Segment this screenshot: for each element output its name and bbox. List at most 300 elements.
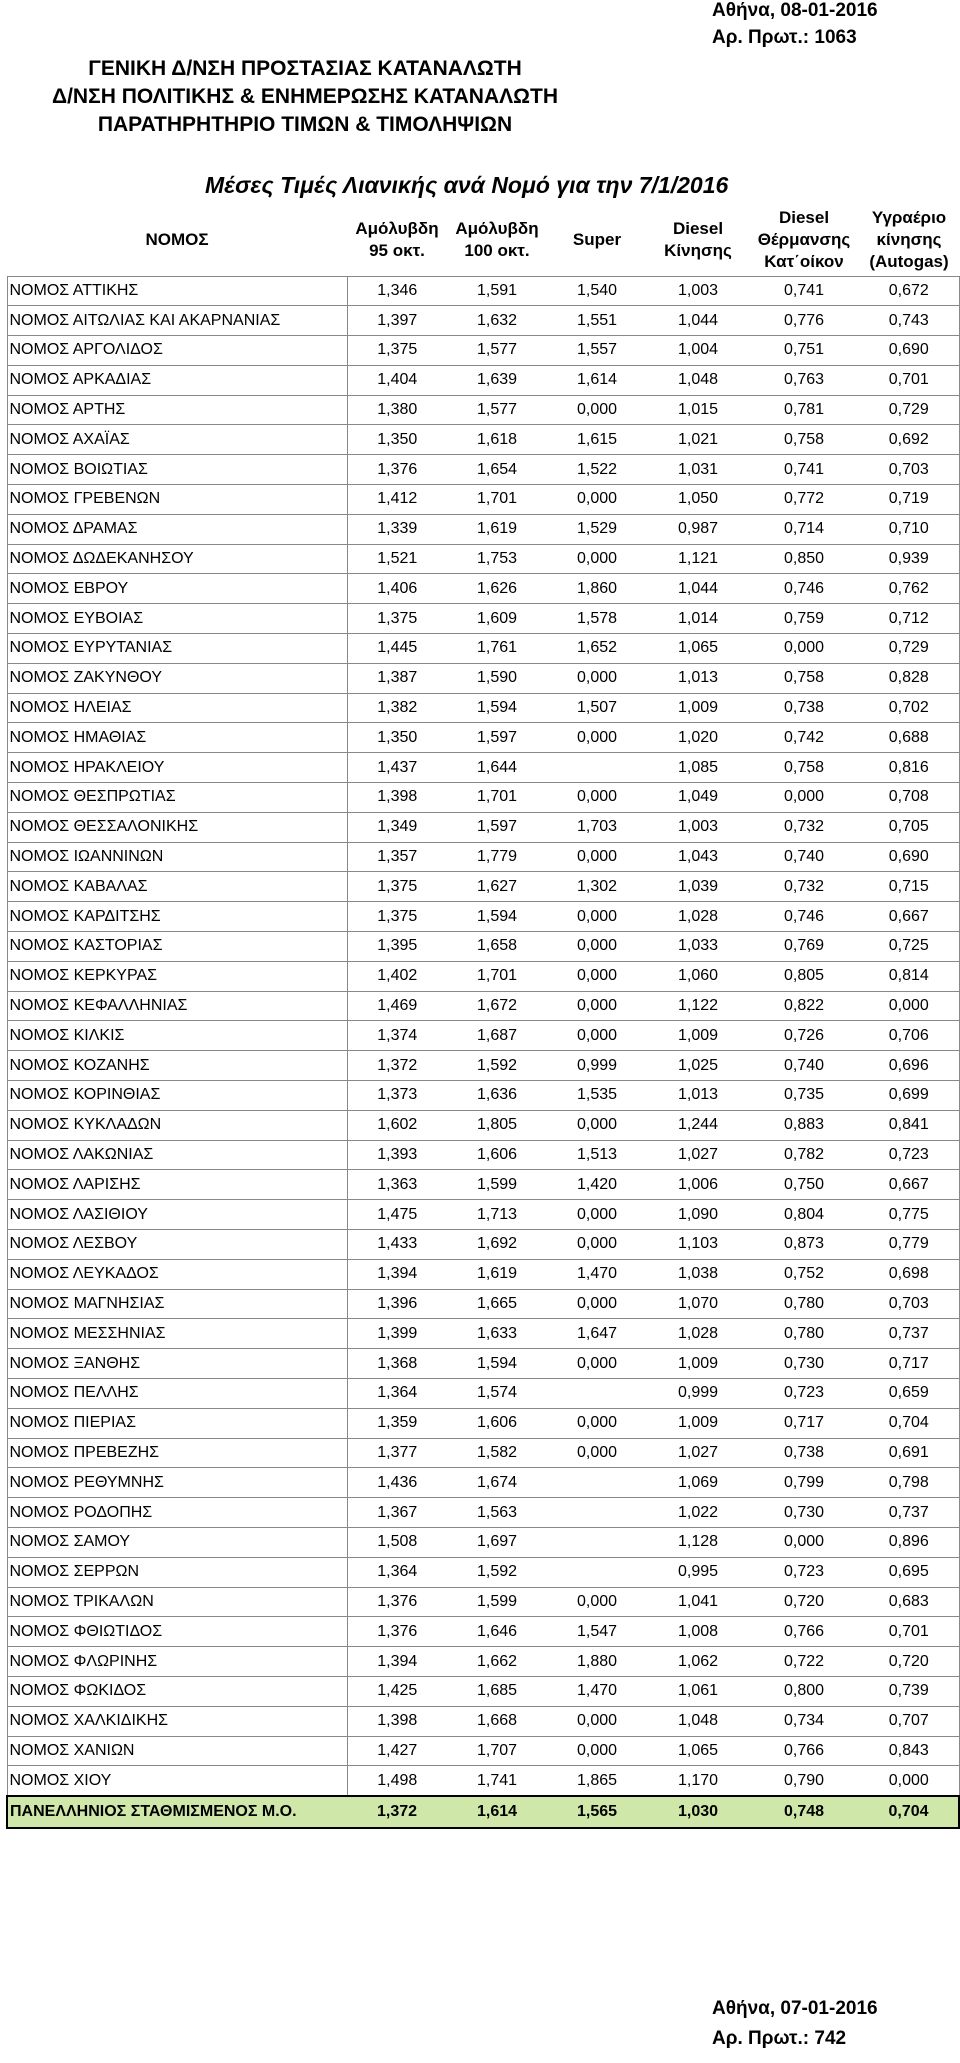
price-cell: 1,577 xyxy=(447,336,547,366)
price-cell: 1,043 xyxy=(647,842,749,872)
price-cell: 1,006 xyxy=(647,1170,749,1200)
price-cell: 0,729 xyxy=(859,634,959,664)
price-cell: 0,775 xyxy=(859,1200,959,1230)
column-header-line: Super xyxy=(572,229,622,249)
document-title: Μέσες Τιμές Λιανικής ανά Νομό για την 7/1/2016 xyxy=(205,172,729,198)
price-cell: 1,014 xyxy=(647,604,749,634)
price-cell: 0,705 xyxy=(859,812,959,842)
price-cell: 1,636 xyxy=(447,1081,547,1111)
price-cell: 1,375 xyxy=(347,902,447,932)
region-name-cell: ΝΟΜΟΣ ΚΑΡΔΙΤΣΗΣ xyxy=(7,902,347,932)
column-header-line: Αμόλυβδη xyxy=(455,218,539,238)
region-name-cell: ΝΟΜΟΣ ΑΡΓΟΛΙΔΟΣ xyxy=(7,336,347,366)
region-name-cell: ΝΟΜΟΣ ΕΥΡΥΤΑΝΙΑΣ xyxy=(7,634,347,664)
price-cell: 1,013 xyxy=(647,663,749,693)
price-cell: 1,590 xyxy=(447,663,547,693)
table-row xyxy=(7,1766,959,1796)
price-cell: 0,696 xyxy=(859,1051,959,1081)
price-cell: 1,009 xyxy=(647,1349,749,1379)
price-cell: 0,667 xyxy=(859,1170,959,1200)
region-name-cell: ΝΟΜΟΣ ΠΡΕΒΕΖΗΣ xyxy=(7,1438,347,1468)
price-cell: 0,746 xyxy=(749,574,859,604)
price-cell: 1,375 xyxy=(347,336,447,366)
column-header-line: (Autogas) xyxy=(869,251,949,271)
price-cell: 0,758 xyxy=(749,663,859,693)
table-row xyxy=(7,365,959,395)
price-cell: 0,780 xyxy=(749,1289,859,1319)
price-cell: 1,557 xyxy=(547,336,647,366)
table-row xyxy=(7,1378,959,1408)
price-cell: 1,368 xyxy=(347,1349,447,1379)
price-cell: 1,577 xyxy=(447,395,547,425)
table-row xyxy=(7,1200,959,1230)
price-cell: 1,602 xyxy=(347,1110,447,1140)
price-cell: 1,597 xyxy=(447,812,547,842)
price-cell: 1,632 xyxy=(447,306,547,336)
price-cell: 0,781 xyxy=(749,395,859,425)
table-row xyxy=(7,812,959,842)
price-cell: 0,758 xyxy=(749,753,859,783)
price-cell: 1,578 xyxy=(547,604,647,634)
prices-table xyxy=(6,204,960,1829)
region-name-cell: ΝΟΜΟΣ ΚΟΡΙΝΘΙΑΣ xyxy=(7,1081,347,1111)
price-cell: 1,399 xyxy=(347,1319,447,1349)
price-cell: 0,000 xyxy=(859,991,959,1021)
price-cell: 0,896 xyxy=(859,1527,959,1557)
price-cell: 1,470 xyxy=(547,1259,647,1289)
price-cell: 0,782 xyxy=(749,1140,859,1170)
price-cell: 0,000 xyxy=(547,1349,647,1379)
price-cell xyxy=(547,1557,647,1587)
price-cell: 0,717 xyxy=(859,1349,959,1379)
price-cell: 0,763 xyxy=(749,365,859,395)
price-cell: 1,627 xyxy=(447,872,547,902)
price-cell: 0,703 xyxy=(859,1289,959,1319)
price-cell: 0,766 xyxy=(749,1736,859,1766)
price-cell: 1,033 xyxy=(647,932,749,962)
price-cell: 1,357 xyxy=(347,842,447,872)
price-cell: 1,433 xyxy=(347,1230,447,1260)
table-row xyxy=(7,425,959,455)
price-cell: 0,740 xyxy=(749,842,859,872)
price-cell: 1,521 xyxy=(347,544,447,574)
price-cell: 1,359 xyxy=(347,1408,447,1438)
price-cell: 0,000 xyxy=(749,634,859,664)
region-name-cell: ΝΟΜΟΣ ΕΥΒΟΙΑΣ xyxy=(7,604,347,634)
price-cell: 0,701 xyxy=(859,1617,959,1647)
price-cell: 1,644 xyxy=(447,753,547,783)
price-cell xyxy=(547,1468,647,1498)
price-cell: 1,701 xyxy=(447,485,547,515)
region-name-cell: ΝΟΜΟΣ ΑΡΤΗΣ xyxy=(7,395,347,425)
price-cell: 0,776 xyxy=(749,306,859,336)
column-header xyxy=(347,204,447,276)
price-cell: 0,720 xyxy=(859,1647,959,1677)
price-cell: 0,000 xyxy=(547,1736,647,1766)
price-cell: 1,547 xyxy=(547,1617,647,1647)
price-cell: 1,406 xyxy=(347,574,447,604)
price-cell: 0,762 xyxy=(859,574,959,604)
price-cell: 0,000 xyxy=(547,932,647,962)
table-row xyxy=(7,1170,959,1200)
price-cell: 0,737 xyxy=(859,1498,959,1528)
price-cell: 1,713 xyxy=(447,1200,547,1230)
price-cell: 1,412 xyxy=(347,485,447,515)
price-cell: 1,594 xyxy=(447,693,547,723)
price-cell: 0,672 xyxy=(859,276,959,306)
price-cell: 0,000 xyxy=(547,1438,647,1468)
table-row xyxy=(7,723,959,753)
price-cell: 1,540 xyxy=(547,276,647,306)
region-name-cell: ΝΟΜΟΣ ΣΕΡΡΩΝ xyxy=(7,1557,347,1587)
price-cell: 1,398 xyxy=(347,783,447,813)
organization-heading xyxy=(50,55,560,139)
table-row xyxy=(7,1676,959,1706)
price-cell: 0,688 xyxy=(859,723,959,753)
price-cell: 0,798 xyxy=(859,1468,959,1498)
price-cell: 1,121 xyxy=(647,544,749,574)
table-row xyxy=(7,485,959,515)
table-row xyxy=(7,1617,959,1647)
price-cell: 1,021 xyxy=(647,425,749,455)
price-cell: 1,009 xyxy=(647,1408,749,1438)
price-cell: 0,804 xyxy=(749,1200,859,1230)
price-cell: 1,049 xyxy=(647,783,749,813)
price-cell: 0,723 xyxy=(749,1557,859,1587)
price-cell: 0,691 xyxy=(859,1438,959,1468)
price-cell: 0,695 xyxy=(859,1557,959,1587)
price-cell: 1,701 xyxy=(447,783,547,813)
price-cell: 0,816 xyxy=(859,753,959,783)
price-cell: 1,028 xyxy=(647,1319,749,1349)
region-name-cell: ΝΟΜΟΣ ΗΜΑΘΙΑΣ xyxy=(7,723,347,753)
price-cell: 1,044 xyxy=(647,306,749,336)
table-row xyxy=(7,1230,959,1260)
header-date: Αθήνα, 08-01-2016 xyxy=(712,0,878,21)
total-price-cell: 1,614 xyxy=(447,1796,547,1828)
table-row xyxy=(7,872,959,902)
table-row xyxy=(7,1319,959,1349)
price-cell: 1,374 xyxy=(347,1021,447,1051)
price-cell: 1,022 xyxy=(647,1498,749,1528)
price-cell: 1,339 xyxy=(347,514,447,544)
region-name-cell: ΝΟΜΟΣ ΑΤΤΙΚΗΣ xyxy=(7,276,347,306)
region-name-cell: ΝΟΜΟΣ ΠΙΕΡΙΑΣ xyxy=(7,1408,347,1438)
price-cell: 0,766 xyxy=(749,1617,859,1647)
table-total xyxy=(7,1796,959,1828)
region-name-cell: ΝΟΜΟΣ ΔΩΔΕΚΑΝΗΣΟΥ xyxy=(7,544,347,574)
column-header-line: 95 οκτ. xyxy=(369,240,425,260)
price-cell: 1,025 xyxy=(647,1051,749,1081)
table-row xyxy=(7,1051,959,1081)
price-cell: 0,667 xyxy=(859,902,959,932)
region-name-cell: ΝΟΜΟΣ ΚΕΦΑΛΛΗΝΙΑΣ xyxy=(7,991,347,1021)
price-cell: 1,376 xyxy=(347,1617,447,1647)
price-cell xyxy=(547,1378,647,1408)
price-cell: 1,703 xyxy=(547,812,647,842)
org-line: Δ/ΝΣΗ ΠΟΛΙΤΙΚΗΣ & ΕΝΗΜΕΡΩΣΗΣ ΚΑΤΑΝΑΛΩΤΗ xyxy=(52,85,558,108)
price-cell: 1,003 xyxy=(647,276,749,306)
price-cell: 1,582 xyxy=(447,1438,547,1468)
region-name-cell: ΝΟΜΟΣ ΑΙΤΩΛΙΑΣ ΚΑΙ ΑΚΑΡΝΑΝΙΑΣ xyxy=(7,306,347,336)
price-cell: 1,302 xyxy=(547,872,647,902)
region-name-cell: ΝΟΜΟΣ ΛΑΚΩΝΙΑΣ xyxy=(7,1140,347,1170)
price-cell: 1,039 xyxy=(647,872,749,902)
price-cell: 1,436 xyxy=(347,1468,447,1498)
price-cell: 0,719 xyxy=(859,485,959,515)
table-row xyxy=(7,932,959,962)
price-cell: 1,397 xyxy=(347,306,447,336)
column-header-line: Θέρμανσης xyxy=(757,229,851,249)
price-cell: 0,734 xyxy=(749,1706,859,1736)
price-cell: 1,639 xyxy=(447,365,547,395)
price-cell: 1,860 xyxy=(547,574,647,604)
price-cell: 1,350 xyxy=(347,425,447,455)
price-cell: 1,614 xyxy=(547,365,647,395)
price-cell xyxy=(547,1527,647,1557)
price-cell: 0,702 xyxy=(859,693,959,723)
price-cell: 0,769 xyxy=(749,932,859,962)
table-row xyxy=(7,634,959,664)
price-cell: 1,619 xyxy=(447,1259,547,1289)
column-header-line: Αμόλυβδη xyxy=(355,218,439,238)
price-cell: 0,873 xyxy=(749,1230,859,1260)
table-row xyxy=(7,395,959,425)
price-cell: 1,779 xyxy=(447,842,547,872)
price-cell: 1,701 xyxy=(447,961,547,991)
price-cell: 1,470 xyxy=(547,1676,647,1706)
table-row xyxy=(7,1110,959,1140)
price-cell: 0,000 xyxy=(547,1408,647,1438)
region-name-cell: ΝΟΜΟΣ ΧΙΟΥ xyxy=(7,1766,347,1796)
region-name-cell: ΝΟΜΟΣ ΚΑΣΤΟΡΙΑΣ xyxy=(7,932,347,962)
price-cell: 0,751 xyxy=(749,336,859,366)
price-cell: 1,085 xyxy=(647,753,749,783)
price-cell: 1,061 xyxy=(647,1676,749,1706)
price-cell: 1,507 xyxy=(547,693,647,723)
price-cell: 0,703 xyxy=(859,455,959,485)
price-cell: 1,003 xyxy=(647,812,749,842)
price-cell: 1,027 xyxy=(647,1140,749,1170)
region-name-cell: ΝΟΜΟΣ ΙΩΑΝΝΙΝΩΝ xyxy=(7,842,347,872)
price-cell: 0,805 xyxy=(749,961,859,991)
price-cell: 0,714 xyxy=(749,514,859,544)
price-cell: 0,841 xyxy=(859,1110,959,1140)
table-row xyxy=(7,306,959,336)
price-cell: 0,799 xyxy=(749,1468,859,1498)
price-cell: 1,529 xyxy=(547,514,647,544)
price-cell: 0,708 xyxy=(859,783,959,813)
table-row xyxy=(7,1557,959,1587)
price-cell: 1,008 xyxy=(647,1617,749,1647)
price-cell: 1,475 xyxy=(347,1200,447,1230)
price-cell: 0,995 xyxy=(647,1557,749,1587)
price-cell: 1,647 xyxy=(547,1319,647,1349)
table-row xyxy=(7,1021,959,1051)
price-cell: 1,363 xyxy=(347,1170,447,1200)
total-label-cell: ΠΑΝΕΛΛΗΝΙΟΣ ΣΤΑΘΜΙΣΜΕΝΟΣ Μ.Ο. xyxy=(7,1796,347,1828)
price-cell: 1,805 xyxy=(447,1110,547,1140)
price-cell: 0,726 xyxy=(749,1021,859,1051)
region-name-cell: ΝΟΜΟΣ ΛΕΣΒΟΥ xyxy=(7,1230,347,1260)
price-cell: 1,038 xyxy=(647,1259,749,1289)
price-cell: 1,606 xyxy=(447,1408,547,1438)
price-cell: 0,746 xyxy=(749,902,859,932)
total-price-cell: 1,372 xyxy=(347,1796,447,1828)
price-cell: 0,000 xyxy=(547,961,647,991)
price-cell: 1,375 xyxy=(347,872,447,902)
table-row xyxy=(7,961,959,991)
price-cell: 0,822 xyxy=(749,991,859,1021)
footer-date: Αθήνα, 07-01-2016 xyxy=(712,1998,878,2019)
price-cell: 0,742 xyxy=(749,723,859,753)
price-cell: 0,883 xyxy=(749,1110,859,1140)
price-cell: 1,009 xyxy=(647,693,749,723)
table-row xyxy=(7,1587,959,1617)
column-header-region xyxy=(7,204,347,276)
region-name-cell: ΝΟΜΟΣ ΦΛΩΡΙΝΗΣ xyxy=(7,1647,347,1677)
price-cell: 1,404 xyxy=(347,365,447,395)
region-name-cell: ΝΟΜΟΣ ΗΡΑΚΛΕΙΟΥ xyxy=(7,753,347,783)
price-cell: 0,000 xyxy=(547,842,647,872)
price-cell: 0,814 xyxy=(859,961,959,991)
price-cell: 0,741 xyxy=(749,276,859,306)
price-cell: 0,759 xyxy=(749,604,859,634)
price-cell: 1,044 xyxy=(647,574,749,604)
region-name-cell: ΝΟΜΟΣ ΣΑΜΟΥ xyxy=(7,1527,347,1557)
price-cell: 1,367 xyxy=(347,1498,447,1528)
price-cell: 1,394 xyxy=(347,1647,447,1677)
price-cell: 1,597 xyxy=(447,723,547,753)
price-cell: 1,626 xyxy=(447,574,547,604)
price-cell: 0,000 xyxy=(547,1200,647,1230)
price-cell: 1,069 xyxy=(647,1468,749,1498)
price-cell: 1,346 xyxy=(347,276,447,306)
price-cell: 0,000 xyxy=(547,1110,647,1140)
table-row xyxy=(7,753,959,783)
price-cell: 1,741 xyxy=(447,1766,547,1796)
price-cell: 0,707 xyxy=(859,1706,959,1736)
column-header-line: 100 οκτ. xyxy=(464,240,530,260)
table-row xyxy=(7,1349,959,1379)
price-cell: 1,050 xyxy=(647,485,749,515)
price-cell: 0,758 xyxy=(749,425,859,455)
column-header-line: κίνησης xyxy=(876,229,942,249)
header-protocol-number: Αρ. Πρωτ.: 1063 xyxy=(712,27,857,48)
price-cell: 0,000 xyxy=(749,783,859,813)
price-cell: 0,704 xyxy=(859,1408,959,1438)
price-cell: 1,065 xyxy=(647,634,749,664)
column-header xyxy=(647,204,749,276)
price-cell: 0,000 xyxy=(547,1706,647,1736)
price-cell: 1,658 xyxy=(447,932,547,962)
table-header xyxy=(7,204,959,276)
column-header-line: Κίνησης xyxy=(664,240,732,260)
price-cell: 1,865 xyxy=(547,1766,647,1796)
price-cell: 0,732 xyxy=(749,812,859,842)
price-cell: 0,730 xyxy=(749,1349,859,1379)
table-body xyxy=(7,276,959,1796)
price-cell: 0,000 xyxy=(547,395,647,425)
price-cell: 0,710 xyxy=(859,514,959,544)
table-row xyxy=(7,1140,959,1170)
price-cell: 0,850 xyxy=(749,544,859,574)
price-cell: 1,508 xyxy=(347,1527,447,1557)
table-row xyxy=(7,574,959,604)
price-cell: 1,469 xyxy=(347,991,447,1021)
table-row xyxy=(7,693,959,723)
price-cell: 1,122 xyxy=(647,991,749,1021)
price-cell: 1,382 xyxy=(347,693,447,723)
price-cell: 0,717 xyxy=(749,1408,859,1438)
price-cell: 0,743 xyxy=(859,306,959,336)
price-cell: 0,828 xyxy=(859,663,959,693)
price-cell: 0,737 xyxy=(859,1319,959,1349)
table-row xyxy=(7,604,959,634)
price-cell: 1,364 xyxy=(347,1378,447,1408)
price-cell: 0,000 xyxy=(547,902,647,932)
price-cell: 1,665 xyxy=(447,1289,547,1319)
table-row xyxy=(7,336,959,366)
price-cell: 0,800 xyxy=(749,1676,859,1706)
footer-protocol-number: Αρ. Πρωτ.: 742 xyxy=(712,2028,847,2049)
price-cell: 1,020 xyxy=(647,723,749,753)
price-cell: 1,170 xyxy=(647,1766,749,1796)
price-cell: 0,722 xyxy=(749,1647,859,1677)
price-cell: 1,591 xyxy=(447,276,547,306)
price-cell: 0,698 xyxy=(859,1259,959,1289)
price-cell: 1,445 xyxy=(347,634,447,664)
region-name-cell: ΝΟΜΟΣ ΞΑΝΘΗΣ xyxy=(7,1349,347,1379)
region-name-cell: ΝΟΜΟΣ ΚΥΚΛΑΔΩΝ xyxy=(7,1110,347,1140)
price-cell: 1,364 xyxy=(347,1557,447,1587)
price-cell: 1,420 xyxy=(547,1170,647,1200)
price-cell: 0,712 xyxy=(859,604,959,634)
price-cell: 0,730 xyxy=(749,1498,859,1528)
price-cell: 0,740 xyxy=(749,1051,859,1081)
price-cell: 1,048 xyxy=(647,1706,749,1736)
price-cell: 1,615 xyxy=(547,425,647,455)
price-cell: 1,376 xyxy=(347,1587,447,1617)
price-cell: 1,668 xyxy=(447,1706,547,1736)
price-cell: 1,592 xyxy=(447,1557,547,1587)
price-cell: 0,000 xyxy=(547,1289,647,1319)
table-row xyxy=(7,1736,959,1766)
column-header-line: Υγραέριο xyxy=(871,207,947,227)
price-cell: 1,594 xyxy=(447,1349,547,1379)
price-cell: 0,659 xyxy=(859,1378,959,1408)
price-cell: 0,987 xyxy=(647,514,749,544)
price-cell: 0,699 xyxy=(859,1081,959,1111)
price-cell: 1,513 xyxy=(547,1140,647,1170)
price-cell: 1,027 xyxy=(647,1438,749,1468)
column-header-line: Diesel xyxy=(672,218,724,238)
price-cell: 0,779 xyxy=(859,1230,959,1260)
price-cell: 1,522 xyxy=(547,455,647,485)
price-cell: 1,662 xyxy=(447,1647,547,1677)
price-cell: 0,715 xyxy=(859,872,959,902)
table-row xyxy=(7,276,959,306)
price-cell: 0,939 xyxy=(859,544,959,574)
price-cell: 1,672 xyxy=(447,991,547,1021)
price-cell: 0,750 xyxy=(749,1170,859,1200)
column-header xyxy=(749,204,859,276)
price-cell: 1,606 xyxy=(447,1140,547,1170)
table-row xyxy=(7,514,959,544)
price-cell: 0,000 xyxy=(547,485,647,515)
price-cell: 1,349 xyxy=(347,812,447,842)
region-name-cell: ΝΟΜΟΣ ΛΕΥΚΑΔΟΣ xyxy=(7,1259,347,1289)
